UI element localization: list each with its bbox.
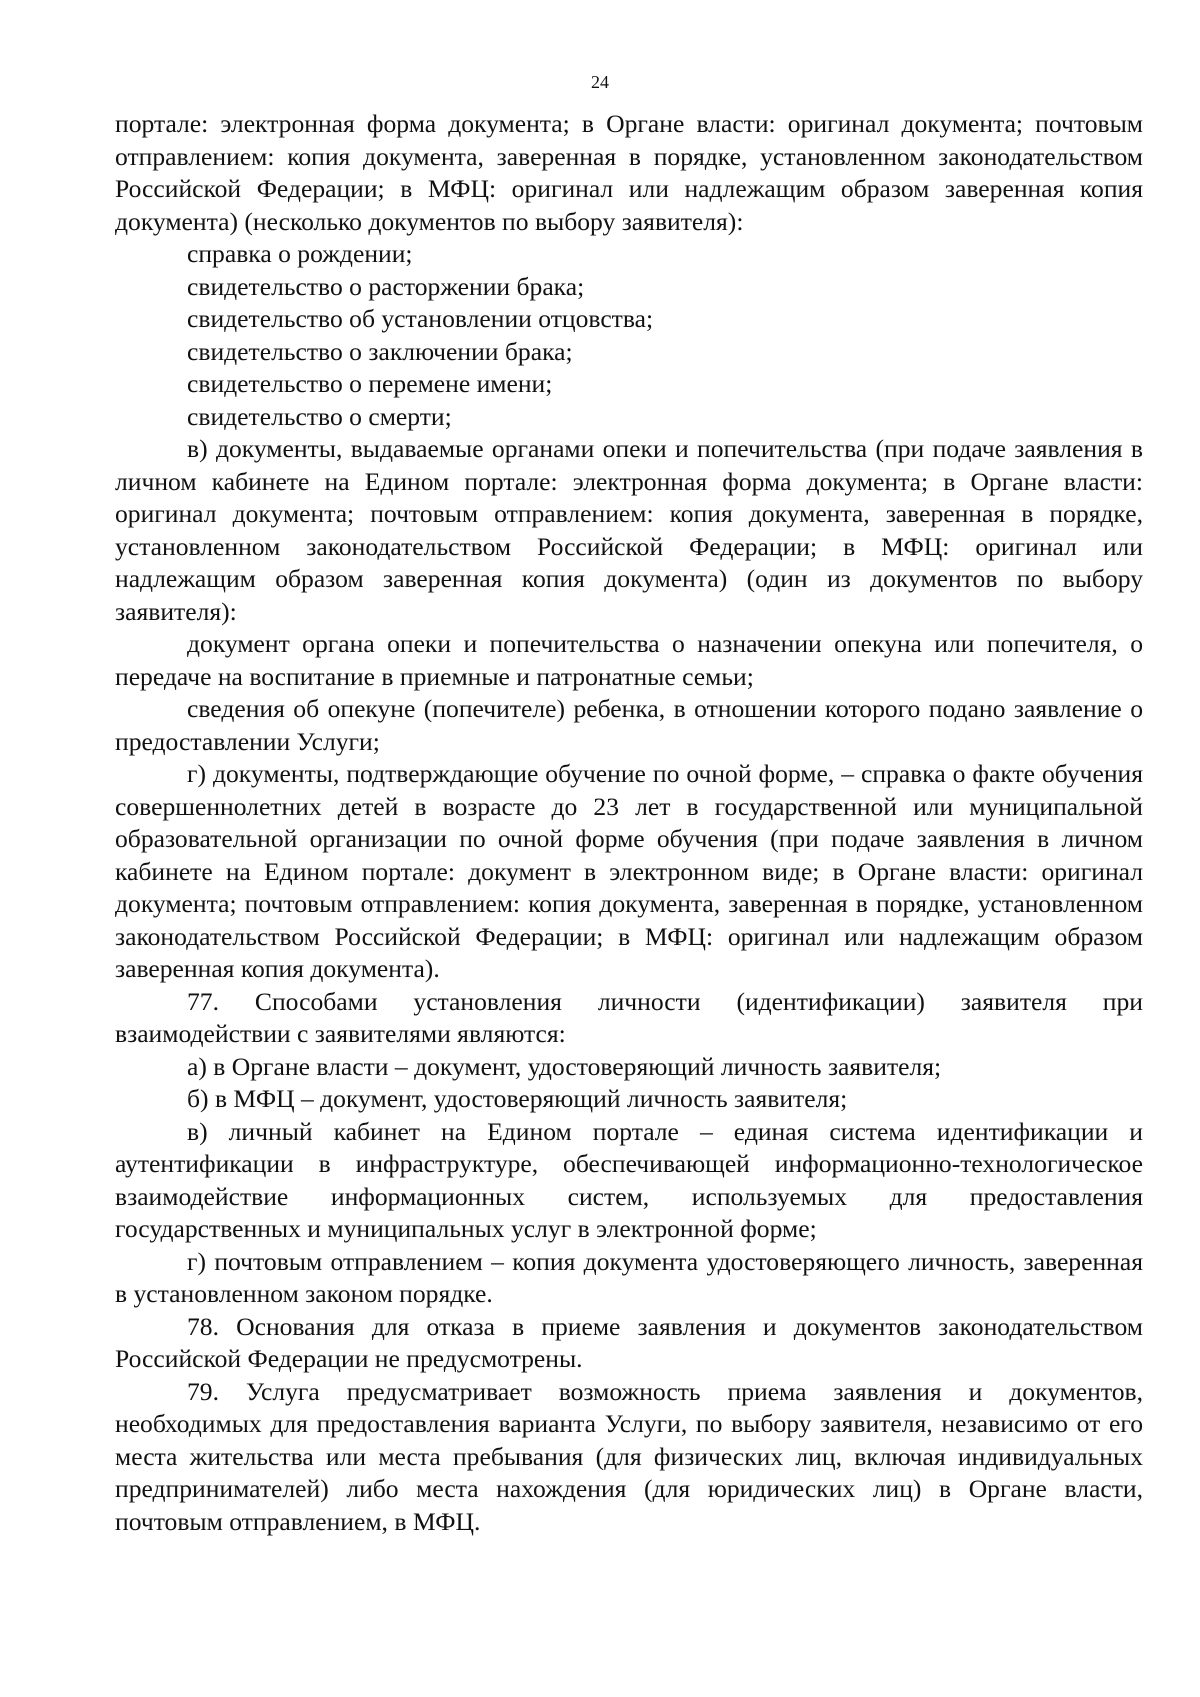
list-item-divorce-certificate: свидетельство о расторжении брака; — [187, 271, 585, 301]
list-item-death-certificate: свидетельство о смерти; — [187, 401, 452, 431]
list-item-identification-portal: в) личный кабинет на Едином портале – единая система идентификации и аутентификации в инфраструктуре, обеспечивающей информационно-технологическое взаимодействие информационных систем, используемых для предоставления государственных и муниципальных услуг в электронной форме; — [115, 1116, 1143, 1243]
list-item-paternity-certificate: свидетельство об установлении отцовства; — [187, 304, 654, 333]
paragraph-continuation: порталe: электронная форма документа; в Органе власти: оригинал документа; почтовым отправлением: копия документа, заверенная в порядке, установленном законодательством Российской Федерации; в МФЦ: оригинал или надлежащим образом заверенная копия документа) (несколько документов по выбору заявителя): — [115, 109, 1143, 236]
list-item-guardian-info: сведения об опекуне (попечителе) ребенка, в отношении которого подано заявление о предоставлении Услуги; — [115, 694, 1143, 756]
paragraph-guardianship-documents: в) документы, выдаваемые органами опеки и попечительства (при подаче заявления в личном кабинете на Едином портале: электронная форма документа; в Органе власти: оригинал документа; почтовым отправлением: копия документа, заверенная в порядке, установленном законодательством Российской Федерации; в МФЦ: оригинал или надлежащим образом заверенная копия документа) (один из документов по выбору заявителя): — [115, 434, 1143, 626]
paragraph-77-identification: 77. Способами установления личности (идентификации) заявителя при взаимодействии с заявителями являются: — [115, 986, 1143, 1048]
list-item-guardianship-decision: документ органа опеки и попечительства о назначении опекуна или попечителя, о передаче на воспитание в приемные и патронатные семьи; — [115, 629, 1143, 691]
list-item-birth-certificate: справка о рождении; — [187, 239, 413, 268]
list-item-marriage-certificate: свидетельство о заключении брака; — [187, 336, 573, 366]
list-item-name-change-certificate: свидетельство о перемене имени; — [187, 369, 553, 398]
list-item-identification-authority: а) в Органе власти – документ, удостоверяющий личность заявителя; — [187, 1051, 942, 1081]
list-item-identification-mfc: б) в МФЦ – документ, удостоверяющий личность заявителя; — [187, 1084, 848, 1113]
list-item-identification-post: г) почтовым отправлением – копия документа удостоверяющего личность, заверенная в установленном законом порядке. — [115, 1246, 1143, 1308]
paragraph-79-extraterritorial: 79. Услуга предусматривает возможность приема заявления и документов, необходимых для предоставления варианта Услуги, по выбору заявителя, независимо от его места жительства или места пребывания (для физических лиц, включая индивидуальных предпринимателей) либо места нахождения (для юридических лиц) в Органе власти, почтовым отправлением, в МФЦ. — [115, 1376, 1143, 1536]
paragraph-education-documents: г) документы, подтверждающие обучение по очной форме, – справка о факте обучения совершеннолетних детей в возрасте до 23 лет в государственной или муниципальной образовательной организации по очной форме обучения (при подаче заявления в личном кабинете на Едином портале: документ в электронном виде; в Органе власти: оригинал документа; почтовым отправлением: копия документа, заверенная в порядке, установленном законодательством Российской Федерации; в МФЦ: оригинал или надлежащим образом заверенная копия документа). — [115, 759, 1143, 983]
page-number: 24 — [591, 72, 609, 92]
paragraph-78-refusal-grounds: 78. Основания для отказа в приеме заявления и документов законодательством Российской Федерации не предусмотрены. — [115, 1311, 1143, 1373]
document-body — [115, 108, 1143, 1538]
